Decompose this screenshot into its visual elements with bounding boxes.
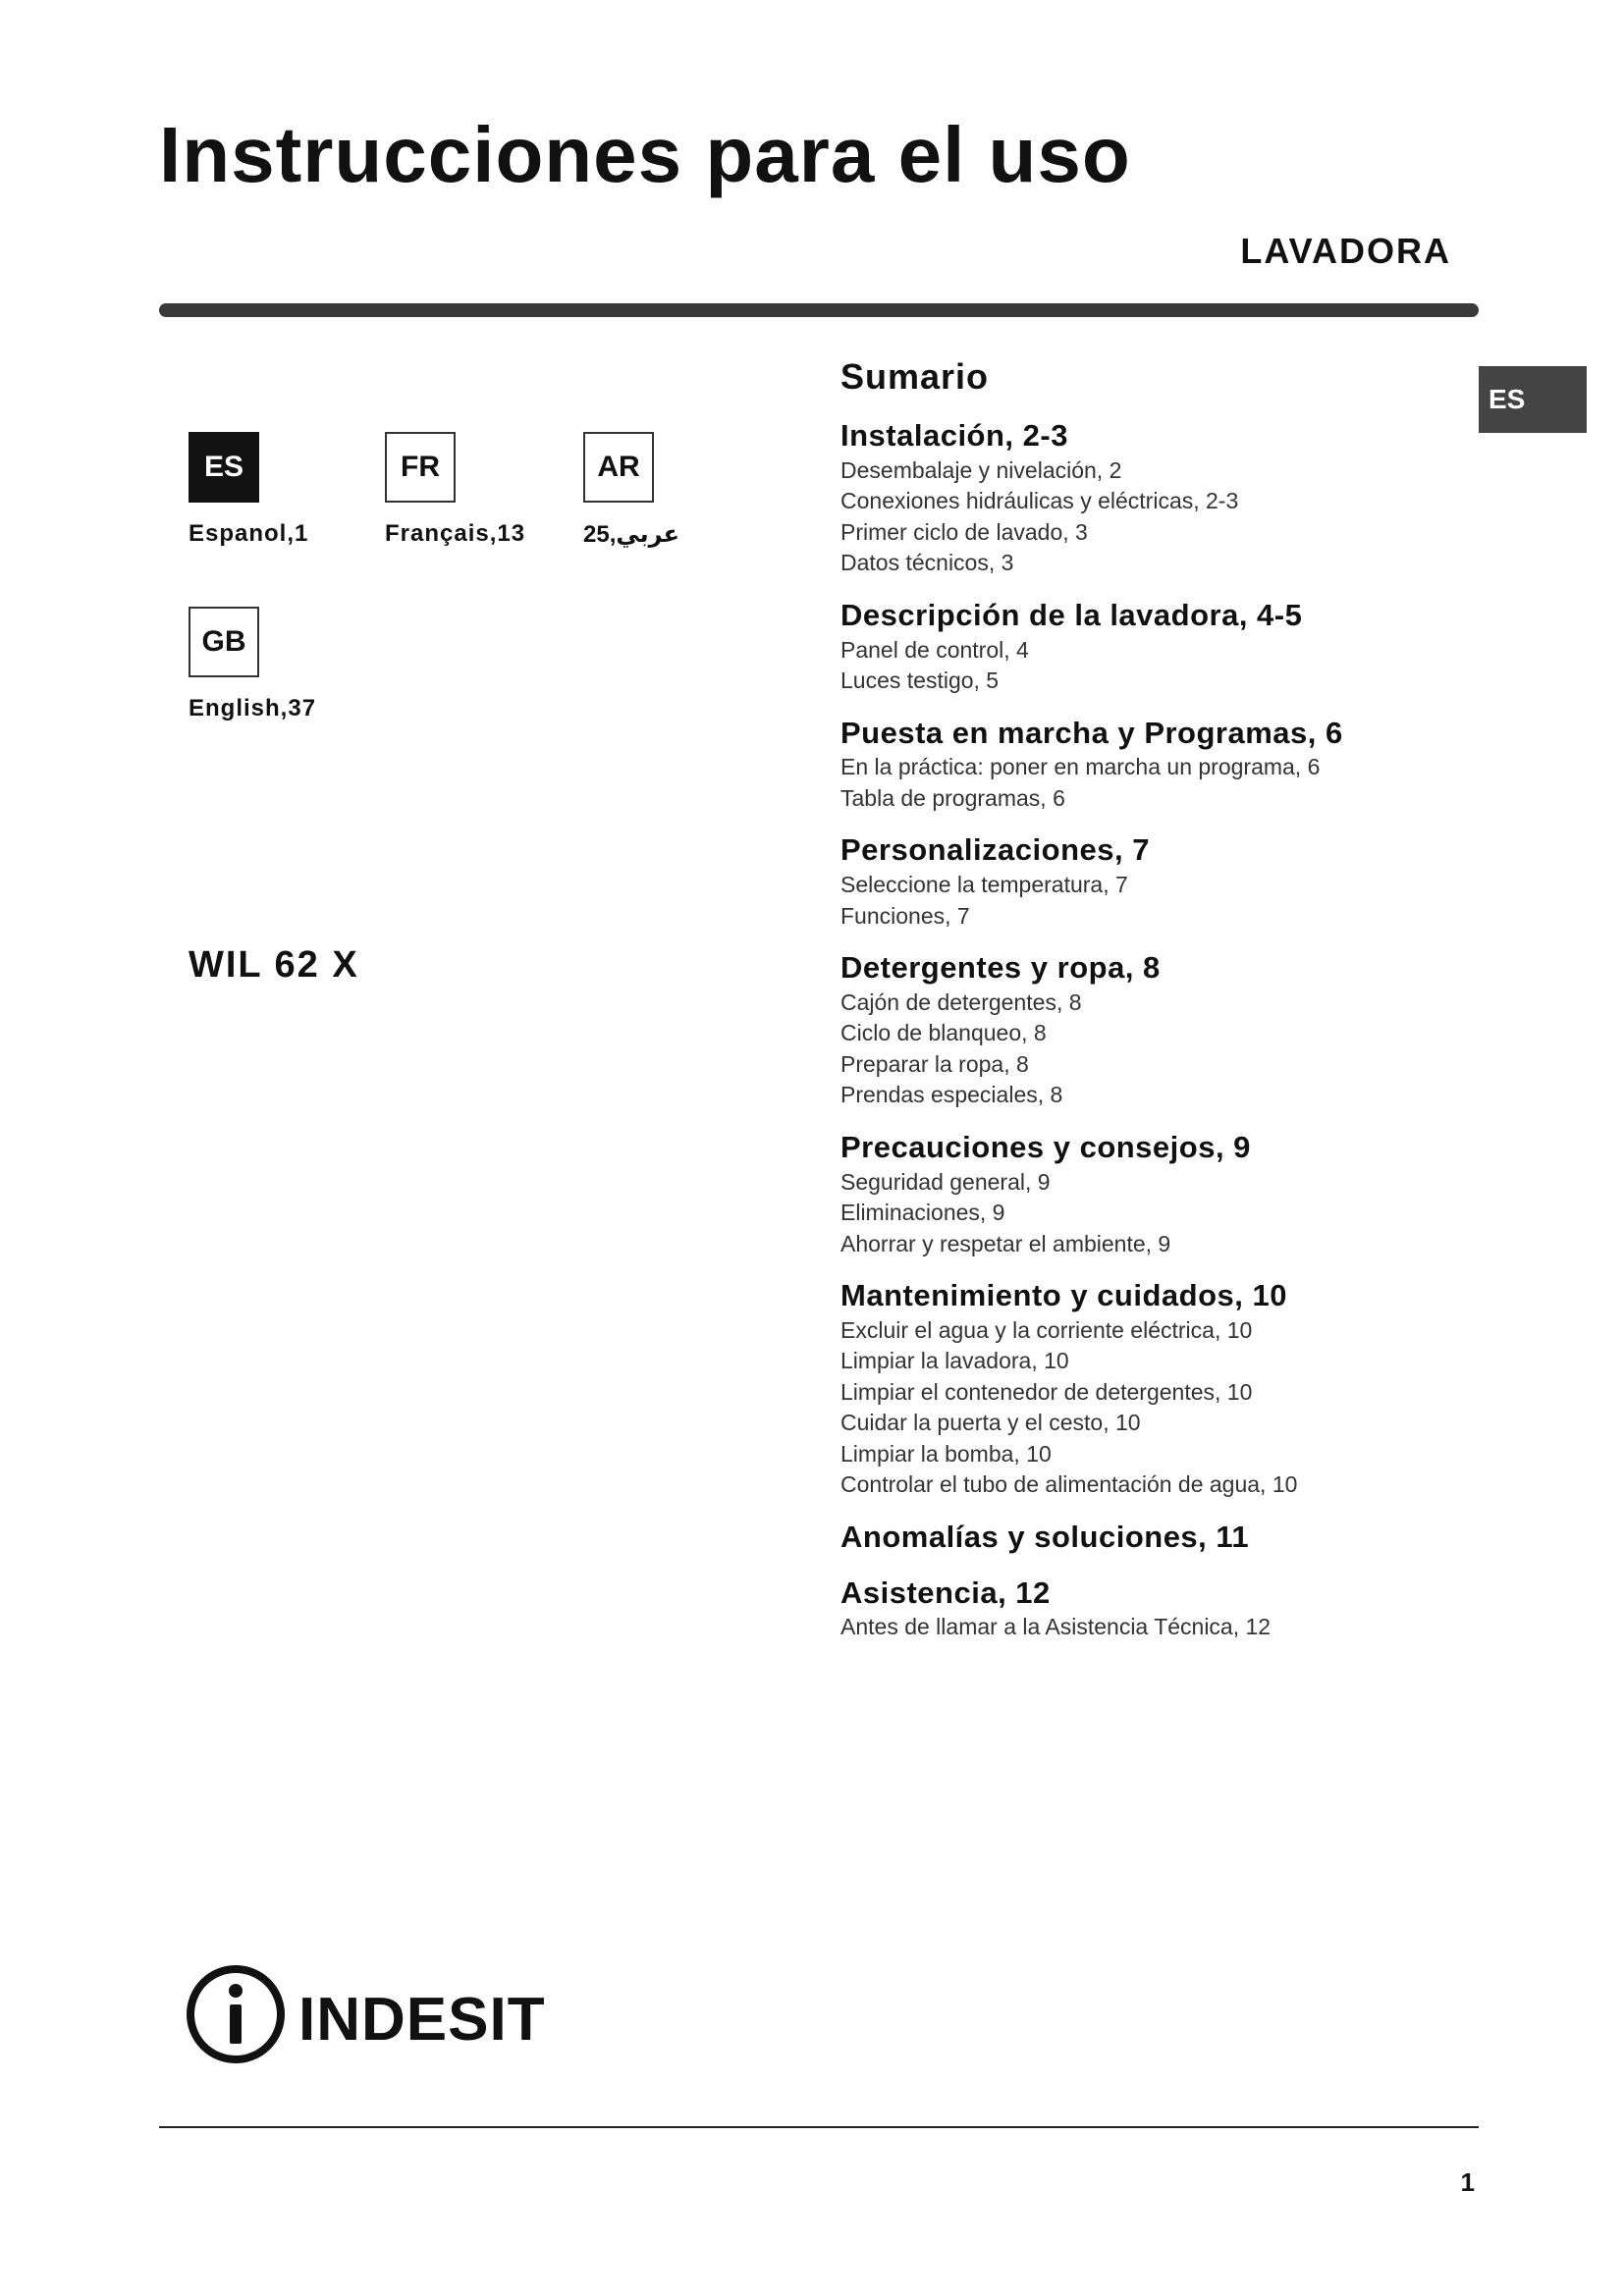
toc-item[interactable]: Seguridad general, 9	[840, 1168, 1051, 1195]
toc-item[interactable]: Tabla de programas, 6	[840, 784, 1065, 811]
document-title: Instrucciones para el uso	[159, 111, 1131, 198]
footer-divider	[159, 2126, 1479, 2128]
toc-section-title[interactable]: Personalizaciones, 7	[840, 832, 1150, 868]
language-label: عربي,25	[583, 521, 679, 548]
toc-item[interactable]: Seleccione la temperatura, 7	[840, 872, 1128, 898]
toc-item[interactable]: Cuidar la puerta y el cesto, 10	[840, 1410, 1141, 1436]
toc-item[interactable]: Excluir el agua y la corriente eléctrica, 10	[840, 1316, 1253, 1343]
language-label: Espanol,1	[189, 520, 309, 547]
toc-section-title[interactable]: Detergentes y ropa, 8	[840, 950, 1161, 986]
toc-heading: Sumario	[840, 356, 990, 397]
toc-section	[840, 1519, 1489, 1557]
language-es[interactable]	[189, 432, 385, 548]
brand-name: INDESIT	[298, 1986, 546, 2054]
toc-section	[840, 949, 1489, 1111]
toc-item[interactable]: Prendas especiales, 8	[840, 1082, 1063, 1108]
toc-item[interactable]: Panel de control, 4	[840, 636, 1029, 663]
header-divider	[159, 303, 1479, 317]
toc-section-title[interactable]: Descripción de la lavadora, 4-5	[840, 597, 1303, 632]
language-fr[interactable]	[385, 432, 581, 548]
toc-item[interactable]: Preparar la ropa, 8	[840, 1050, 1029, 1077]
toc-item[interactable]: Antes de llamar a la Asistencia Técnica, 12	[840, 1614, 1272, 1640]
toc-sections	[840, 417, 1489, 1643]
toc-item[interactable]: Luces testigo, 5	[840, 667, 1000, 694]
language-code-box: GB	[189, 607, 259, 677]
language-ar[interactable]	[583, 432, 780, 549]
indesit-logo-icon	[187, 1963, 560, 2066]
toc-section-title[interactable]: Anomalías y soluciones, 11	[840, 1519, 1250, 1554]
language-gb[interactable]	[189, 607, 385, 722]
document-subtitle: LAVADORA	[1240, 231, 1451, 271]
toc-section	[840, 1129, 1489, 1259]
language-code-box: ES	[189, 432, 259, 503]
toc-item[interactable]: Cajón de detergentes, 8	[840, 988, 1082, 1015]
toc-section-title[interactable]: Mantenimiento y cuidados, 10	[840, 1278, 1287, 1313]
toc-item[interactable]: Desembalaje y nivelación, 2	[840, 456, 1122, 483]
toc-section	[840, 1277, 1489, 1501]
language-label: English,37	[189, 695, 317, 721]
toc-item[interactable]: Limpiar la lavadora, 10	[840, 1348, 1069, 1374]
model-number: WIL 62 X	[189, 944, 359, 986]
language-code-box: AR	[583, 432, 654, 503]
page-number: 1	[1460, 2167, 1475, 2197]
toc-item[interactable]: Ahorrar y respetar el ambiente, 9	[840, 1230, 1171, 1256]
toc-item[interactable]: Datos técnicos, 3	[840, 550, 1014, 576]
toc-item[interactable]: Limpiar la bomba, 10	[840, 1440, 1052, 1467]
toc-item[interactable]: Limpiar el contenedor de detergentes, 10	[840, 1378, 1253, 1405]
toc-section	[840, 715, 1489, 815]
toc-section-title[interactable]: Precauciones y consejos, 9	[840, 1129, 1251, 1164]
toc-item[interactable]: Primer ciclo de lavado, 3	[840, 518, 1088, 545]
toc-section	[840, 1575, 1489, 1643]
language-label: Français,13	[385, 520, 526, 547]
toc-item[interactable]: Controlar el tubo de alimentación de agua, 10	[840, 1471, 1298, 1498]
language-side-tab: ES	[1479, 366, 1587, 433]
toc-section-title[interactable]: Instalación, 2-3	[840, 418, 1068, 454]
toc-item[interactable]: En la práctica: poner en marcha un programa, 6	[840, 754, 1321, 780]
table-of-contents	[840, 355, 1489, 1661]
toc-section	[840, 417, 1489, 579]
language-code-box: FR	[385, 432, 456, 503]
toc-item[interactable]: Eliminaciones, 9	[840, 1200, 1005, 1226]
toc-section-title[interactable]: Asistencia, 12	[840, 1575, 1051, 1610]
toc-section	[840, 831, 1489, 932]
toc-section	[840, 597, 1489, 697]
toc-item[interactable]: Ciclo de blanqueo, 8	[840, 1020, 1047, 1046]
toc-item[interactable]: Conexiones hidráulicas y eléctricas, 2-3	[840, 488, 1239, 514]
toc-section-title[interactable]: Puesta en marcha y Programas, 6	[840, 715, 1343, 750]
toc-item[interactable]: Funciones, 7	[840, 902, 970, 929]
